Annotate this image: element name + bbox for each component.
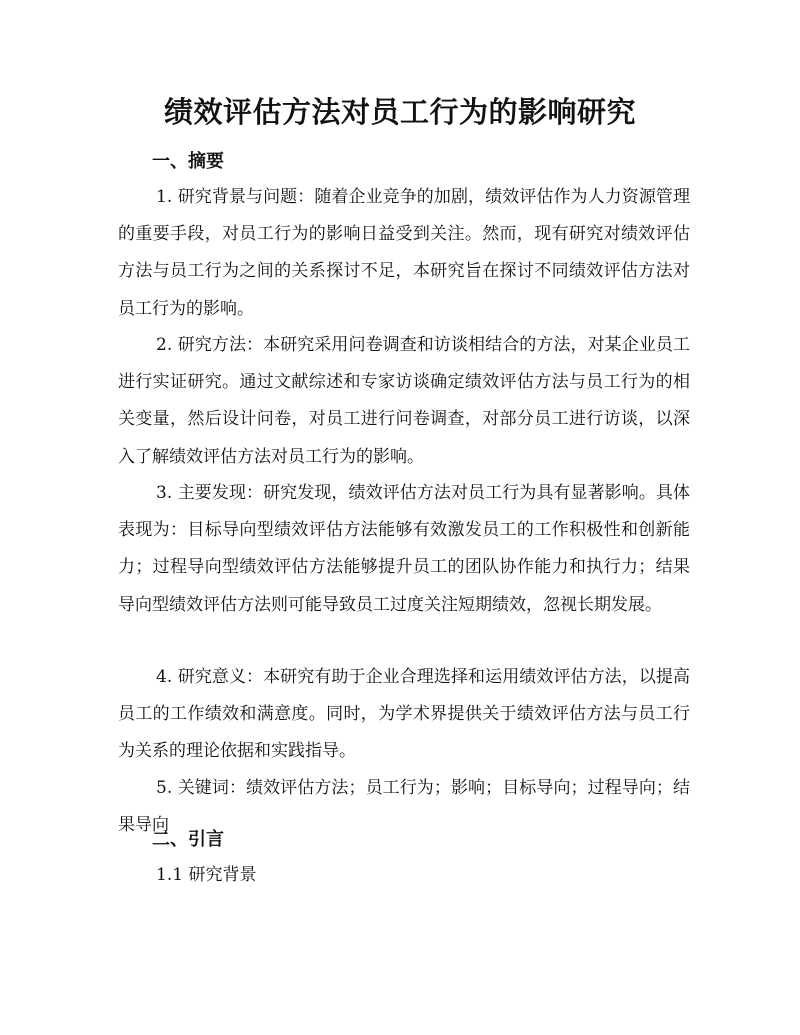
document-title: 绩效评估方法对员工行为的影响研究 xyxy=(163,95,636,129)
paragraph-background: 1. 研究背景与问题：随着企业竞争的加剧，绩效评估作为人力资源管理的重要手段，对员工行为的影响日益受到关注。然而，现有研究对绩效评估方法与员工行为之间的关系探讨不足，本研究旨在探讨不同绩效评估方法对员工行为的影响。 xyxy=(118,187,690,319)
paragraph-findings: 3. 主要发现：研究发现，绩效评估方法对员工行为具有显著影响。具体表现为：目标导向型绩效评估方法能够有效激发员工的工作积极性和创新能力；过程导向型绩效评估方法能够提升员工的团队协作能力和执行力；结果导向型绩效评估方法则可能导致员工过度关注短期绩效，忽视长期发展。 xyxy=(118,483,690,615)
section-heading-introduction: 二、引言 xyxy=(152,829,224,850)
paragraph-significance: 4. 研究意义：本研究有助于企业合理选择和运用绩效评估方法，以提高员工的工作绩效和满意度。同时，为学术界提供关于绩效评估方法与员工行为关系的理论依据和实践指导。 xyxy=(118,667,690,762)
paragraph-method: 2. 研究方法：本研究采用问卷调查和访谈相结合的方法，对某企业员工进行实证研究。通过文献综述和专家访谈确定绩效评估方法与员工行为的相关变量，然后设计问卷，对员工进行问卷调查，对部分员工进行访谈，以深入了解绩效评估方法对员工行为的影响。 xyxy=(118,335,690,467)
section-heading-abstract: 一、摘要 xyxy=(152,151,224,172)
subsection-heading-research-background: 1.1 研究背景 xyxy=(156,865,257,885)
paragraph-keywords: 5. 关键词：绩效评估方法；员工行为；影响；目标导向；过程导向；结果导向 xyxy=(118,778,690,836)
